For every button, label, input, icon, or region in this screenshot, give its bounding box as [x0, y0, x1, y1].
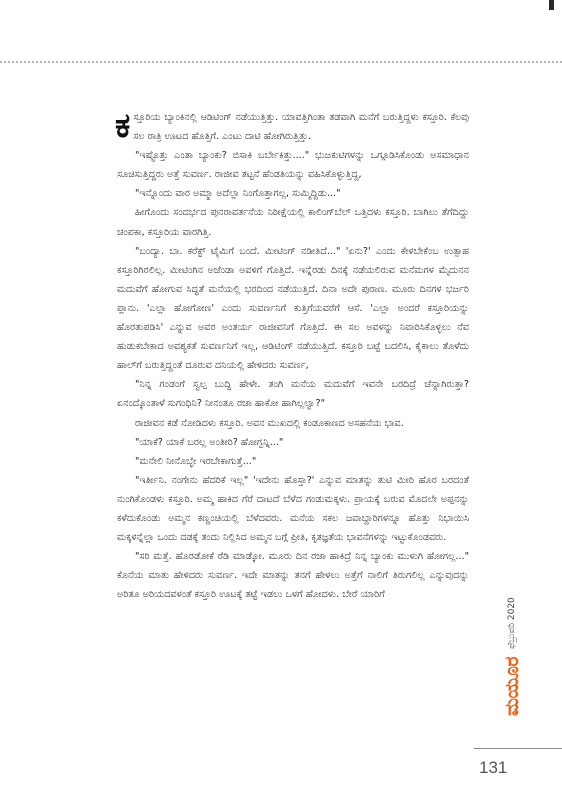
folio-rule: [474, 748, 562, 749]
top-dotted-rule: [0, 61, 562, 63]
paragraph-2: "ಇಷ್ಟೊತ್ತು ಎಂತಾ ಬ್ಯಾಂಕು? ಬಿಸಾಕಿ ಬರ್ಬೇಕಿತ್ತು...." ಭುಜಕುಟಿಗಳನ್ನು ಒಗ್ಗೂಡಿಸಿಕೊಂಡು ಅಸಮಾಧಾನ ಸೂಚಿಸುತ್ತಿದ್ದರು ಅತ್ತೆ ಸುವರ್ಣ. ರಾಜೀವ ತಟ್ಟನೆ ಹೆಂಡತಿಯನ್ನು ವಹಿಸಿಕೊಳ್ಳುತ್ತಿದ್ದ,: [117, 150, 469, 181]
page-number: 131: [479, 758, 508, 777]
paragraph-6: "ನಿನ್ನ ಗಂಡಂಗೆ ಸ್ವಲ್ಪ ಬುದ್ಧಿ ಹೇಳೇ. ತಂಗಿ ಮನೆಯ ಮದುವೆಗೆ ಇವನೇ ಬರದಿದ್ರೆ ಚೆನ್ನಾಗಿರುತ್ತಾ? ಏನಂದ್ಕೊಂತಾಳೆ ಸುಗಂಧಿನಿ? ನೀನಂತೂ ರಜಾ ಹಾಕೋ ಹಾಗಿಲ್ಲಲ್ವಾ?": [117, 379, 469, 410]
paragraph-4: ಹೀಗೊಂದು ಸಂದರ್ಭದ ಪುನರಾವರ್ತನೆಯ ನಿರೀಕ್ಷೆಯಲ್ಲಿ ಕಾಲಿಂಗ್‌ಬೆಲ್ ಒತ್ತಿದಳು ಕಸ್ತೂರಿ. ಬಾಗಿಲು ತೆಗೆದಿದ್ದು ಚಂಪಕಾ, ಕಸ್ತೂರಿಯ ವಾರಗಿತ್ತಿ.: [117, 207, 469, 238]
paragraph-11: "ಸರಿ ಮತ್ತೆ. ಹೊರಡೋಕೆ ರೆಡಿ ಮಾಡ್ಕೋ. ಮೂರು ದಿನ ರಜಾ ಹಾಕಿದ್ರೆ ನಿನ್ನ ಬ್ಯಾಂಕು ಮುಳುಗಿ ಹೋಗಲ್ಲ..." ಕೊನೆಯ ಮಾತು ಹೇಳಿದರು ಸುವರ್ಣ. ಇದೇ ಮಾತನ್ನು ತನಗೆ ಹೇಳಲು ಅತ್ತೆಗೆ ನಾಲಿಗೆ ತಿರುಗಲಿಲ್ಲ ಎನ್ನುವುದನ್ನು ಅರಿತೂ ಅರಿಯದವಳಂತೆ ಕಸ್ತೂರಿ ಊಟಕ್ಕೆ ತಟ್ಟೆ ಇಡಲು ಒಳಗೆ ಹೋದಳು. ಬೇರೆ ಯಾರಿಗೆ: [117, 551, 469, 601]
issue-date: ಫೆಬ್ರುವರಿ 2020: [507, 597, 517, 649]
paragraph-3: "ಇನ್ನೊಂದು ವಾರ ಅಮ್ಮಾ ಅದೆಲ್ಲಾ ನಿಂಗೊತ್ತಾಗಲ್ಲ, ಸುಮ್ಮಿದ್ದಿಡು...": [135, 188, 341, 200]
article-body: [117, 108, 469, 604]
paragraph-1: [117, 108, 469, 146]
drop-cap: ಕ: [115, 106, 131, 146]
paragraph-7: ರಾಜೀವನ ಕಡೆ ನೋಡಿದಳು ಕಸ್ತೂರಿ. ಅವನ ಮುಖದಲ್ಲಿ ಕಂಡೂಕಾಣದ ಅಸಹನೆಯ ಭಾವ.: [135, 417, 404, 429]
corner-mark: [549, 0, 554, 10]
magazine-name: ಮಯೂರ: [501, 656, 523, 716]
paragraph-9: "ಮನೇಲಿ ನೀನೊಬ್ಳೇ ಇರಬೇಕಾಗುತ್ತೆ...": [135, 455, 257, 467]
paragraph-1-text: ಸ್ತೂರಿಯ ಬ್ಯಾಂಕಿನಲ್ಲಿ ಆಡಿಟಿಂಗ್ ನಡೆಯುತ್ತಿತ್ತು. ಯಾವತ್ತಿಗಿಂತಾ ತಡವಾಗಿ ಮನೆಗೆ ಬರುತ್ತಿದ್ದಳು ಕಸ್ತೂರಿ. ಕೆಲವು ಸಲ ರಾತ್ರಿ ಊಟದ ಹೊತ್ತಿಗೆ. ಎಂಟು ದಾಟಿ ಹೋಗಿರುತ್ತಿತ್ತು.: [133, 112, 469, 143]
magazine-side-label: [502, 576, 522, 716]
paragraph-5: "ಬಂದ್ಯಾ. ಬಾ. ಕರೆಕ್ಟ್ ಟೈಮಿಗೆ ಬಂದೆ. ಮೀಟಿಂಗ್ ನಡೀತಿದೆ..." 'ಏನು?' ಎಂದು ಕೇಳಬೇಕೆಂಬ ಉತ್ಸಾಹ ಕಸ್ತೂರಿಗಿರಲಿಲ್ಲ. ಮೀಟಿಂಗಿನ ಅಜೆಂಡಾ ಅವಳಿಗೆ ಗೊತ್ತಿದೆ. ಇನ್ನೆರಡು ದಿನಕ್ಕೆ ನಡೆಯಲಿರುವ ಮನೆಮಗಳ ಮೈದುನನ ಮದುವೆಗೆ ಹೋಗುವ ಸಿದ್ಧತೆ ಮನೆಯಲ್ಲಿ ಭರದಿಂದ ನಡೆಯುತ್ತಿದೆ. ದಿನಾ ಅದೇ ಪುರಾಣ. ಮೂರು ದಿನಗಳ ಭರ್ಜರಿ ಪ್ಲಾನು. 'ಎಲ್ಲಾ ಹೋಗೋಣ' ಎಂದು ಸುವರ್ಣನಿಗೆ ಕುತ್ತಿಗೆಯವರೆಗೆ ಆಸೆ. 'ಎಲ್ಲಾ ಅಂದರೆ ಕಸ್ತೂರಿಯನ್ನು ಹೊರತುಪಡಿಸಿ' ಎನ್ನುವ ಅವರ ಅಂತರ್ಯ ರಾಜೀವನಿಗೆ ಗೊತ್ತಿದೆ. ಈ ಸಲ ಅವಳನ್ನು ನಿವಾರಿಸಿಕೊಳ್ಳಲು ನೆವ ಹುಡುಕಬೇಕಾದ ಅವಶ್ಯಕತೆ ಸುವರ್ಣನಿಗೆ ಇಲ್ಲ, ಆಡಿಟಿಂಗ್ ನಡೆಯುತ್ತಿದೆ. ಕಸ್ತೂರಿ ಬಟ್ಟೆ ಬದಲಿಸಿ, ಕೈಕಾಲು ತೊಳೆದು ಹಾಲ್‌ಗೆ ಬರುತ್ತಿದ್ದಂತೆ ದೂರುವ ದನಿಯಲ್ಲಿ ಹೇಳಿದರು ಸುವರ್ಣ,: [117, 245, 469, 372]
paragraph-8: "ಯಾಕೆ? ಯಾಕೆ ಬರಲ್ಲ ಅಂತೀರಿ? ಹೋಗ್ಬನ್ನಿ...": [135, 436, 284, 448]
paragraph-10: "ಇರ್ತೀನಿ. ನಂಗೇನು ಹೆದರಿಕೆ ಇಲ್ಲ" 'ಇದೇನು ಹೊಸ್ತಾ?' ಎನ್ನುವ ಮಾತನ್ನು ತುಟಿ ಮೀರಿ ಹೊರ ಬರದಂತೆ ನುಂಗಿಕೊಂಡಳು ಕಸ್ತೂರಿ. ಅಮ್ಮ ಹಾಕಿದ ಗೆರೆ ದಾಟದೆ ಬೆಳೆದ ಗಂಡುಮಕ್ಕಳು. ಪ್ರಾಯಕ್ಕೆ ಬರುವ ಮೊದಲೇ ಅಪ್ಪನನ್ನು ಕಳೆದುಕೊಂಡು ಅಮ್ಮನ ಕಣ್ಣಂಚಿಯಲ್ಲಿ ಬೆಳೆದವರು. ಮನೆಯ ಸಕಲ ಜವಾಬ್ದಾರಿಗಳನ್ನೂ ಹೊತ್ತು ನಿಭಾಯಿಸಿ ಮಕ್ಕಳನ್ನೆಲ್ಲಾ ಒಂದು ದಡಕ್ಕೆ ತಂದು ನಿಲ್ಲಿಸಿದ ಅಮ್ಮನ ಬಗ್ಗೆ ಪ್ರೀತಿ, ಕೃತಜ್ಞತೆಯ ಭಾವನೆಗಳನ್ನು ಇಟ್ಟುಕೊಂಡವರು.: [117, 474, 469, 544]
